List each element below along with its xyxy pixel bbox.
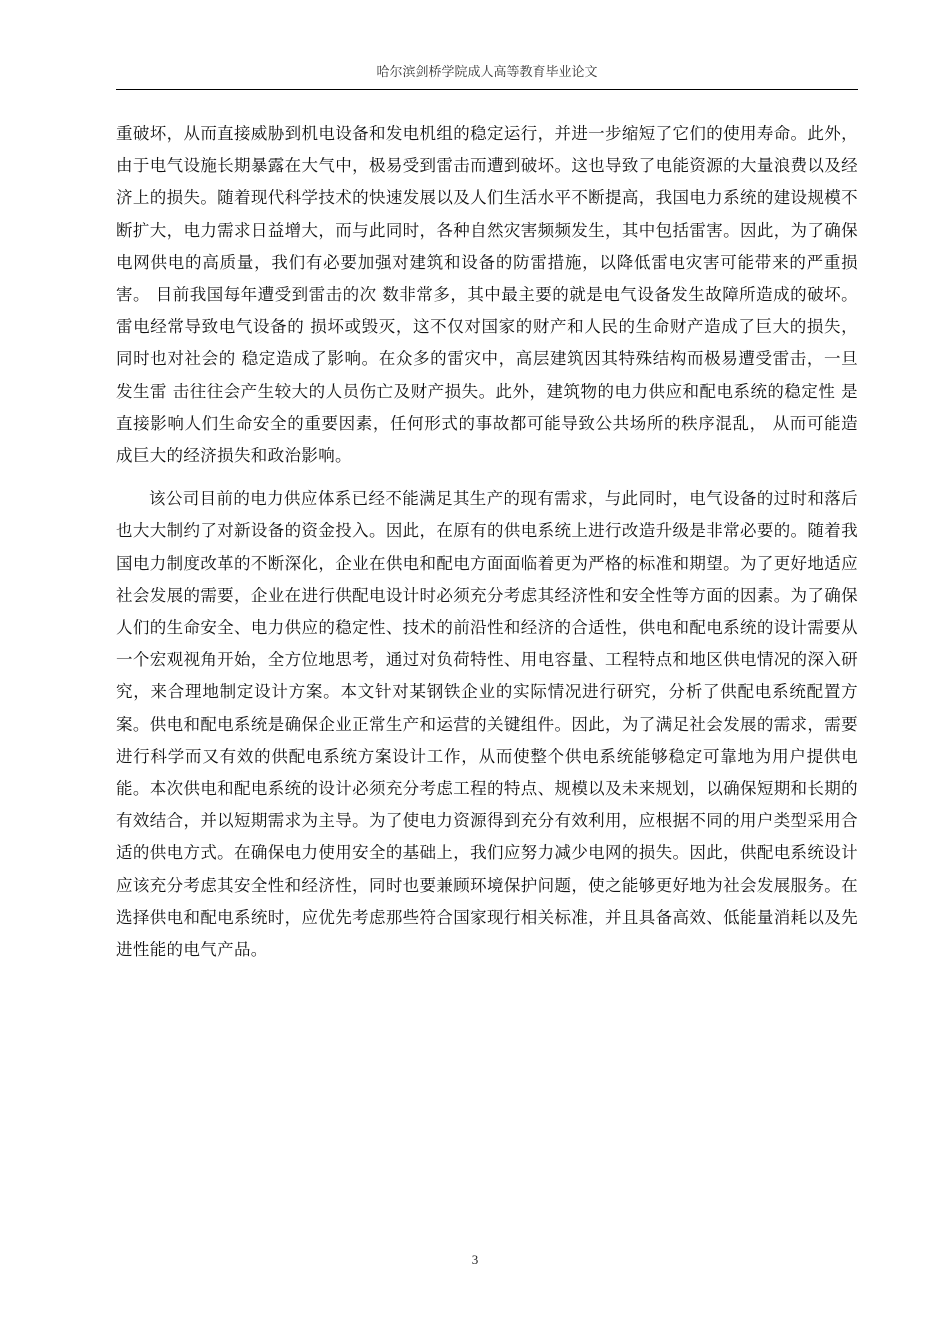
page-header-title: 哈尔滨剑桥学院成人高等教育毕业论文 [376, 65, 598, 80]
paragraph: 该公司目前的电力供应体系已经不能满足其生产的现有需求，与此同时，电气设备的过时和落后也大大制约了对新设备的资金投入。因此，在原有的供电系统上进行改造升级是非常必要的。随着我国电力制度改革的不断深化，企业在供电和配电方面面临着更为严格的标准和期望。为了更好地适应社会发展的需要，企业在进行供配电设计时必须充分考虑其经济性和安全性等方面的因素。为了确保人们的生命安全、电力供应的稳定性、技术的前沿性和经济的合适性，供电和配电系统的设计需要从一个宏观视角开始，全方位地思考，通过对负荷特性、用电容量、工程特点和地区供电情况的深入研究，来合理地制定设计方案。本文针对某钢铁企业的实际情况进行研究，分析了供配电系统配置方案。供电和配电系统是确保企业正常生产和运营的关键组件。因此，为了满足社会发展的需求，需要进行科学而又有效的供配电系统方案设计工作，从而使整个供电系统能够稳定可靠地为用户提供电能。本次供电和配电系统的设计必须充分考虑工程的特点、规模以及未来规划，以确保短期和长期的有效结合，并以短期需求为主导。为了使电力资源得到充分有效利用，应根据不同的用户类型采用合适的供电方式。在确保电力使用安全的基础上，我们应努力减少电网的损失。因此，供配电系统设计应该充分考虑其安全性和经济性，同时也要兼顾环境保护问题，使之能够更好地为社会发展服务。在选择供电和配电系统时，应优先考虑那些符合国家现行相关标准，并且具备高效、低能量消耗以及先进性能的电气产品。 [116, 489, 858, 960]
header-divider [116, 89, 858, 90]
paragraph-continuation: 重破坏，从而直接威胁到机电设备和发电机组的稳定运行，并进一步缩短了它们的使用寿命。此外，由于电气设施长期暴露在大气中，极易受到雷击而遭到破坏。这也导致了电能资源的大量浪费以及经济上的损失。随着现代科学技术的快速发展以及人们生活水平不断提高，我国电力系统的建设规模不断扩大，电力需求日益增大，而与此同时，各种自然灾害频频发生，其中包括雷害。因此，为了确保电网供电的高质量，我们有必要加强对建筑和设备的防雷措施，以降低雷电灾害可能带来的严重损害。 目前我国每年遭受到雷击的次 数非常多，其中最主要的就是电气设备发生故障所造成的破坏。雷电经常导致电气设备的 损坏或毁灭，这不仅对国家的财产和人民的生命财产造成了巨大的损失，同时也对社会的 稳定造成了影响。在众多的雷灾中，高层建筑因其特殊结构而极易遭受雷击，一旦发生雷 击往往会产生较大的人员伤亡及财产损失。此外，建筑物的电力供应和配电系统的稳定性 是直接影响人们生命安全的重要因素，任何形式的事故都可能导致公共场所的秩序混乱， 从而可能造成巨大的经济损失和政治影响。 [116, 124, 858, 466]
body-text [116, 118, 858, 966]
page-number: 3 [471, 1252, 479, 1267]
